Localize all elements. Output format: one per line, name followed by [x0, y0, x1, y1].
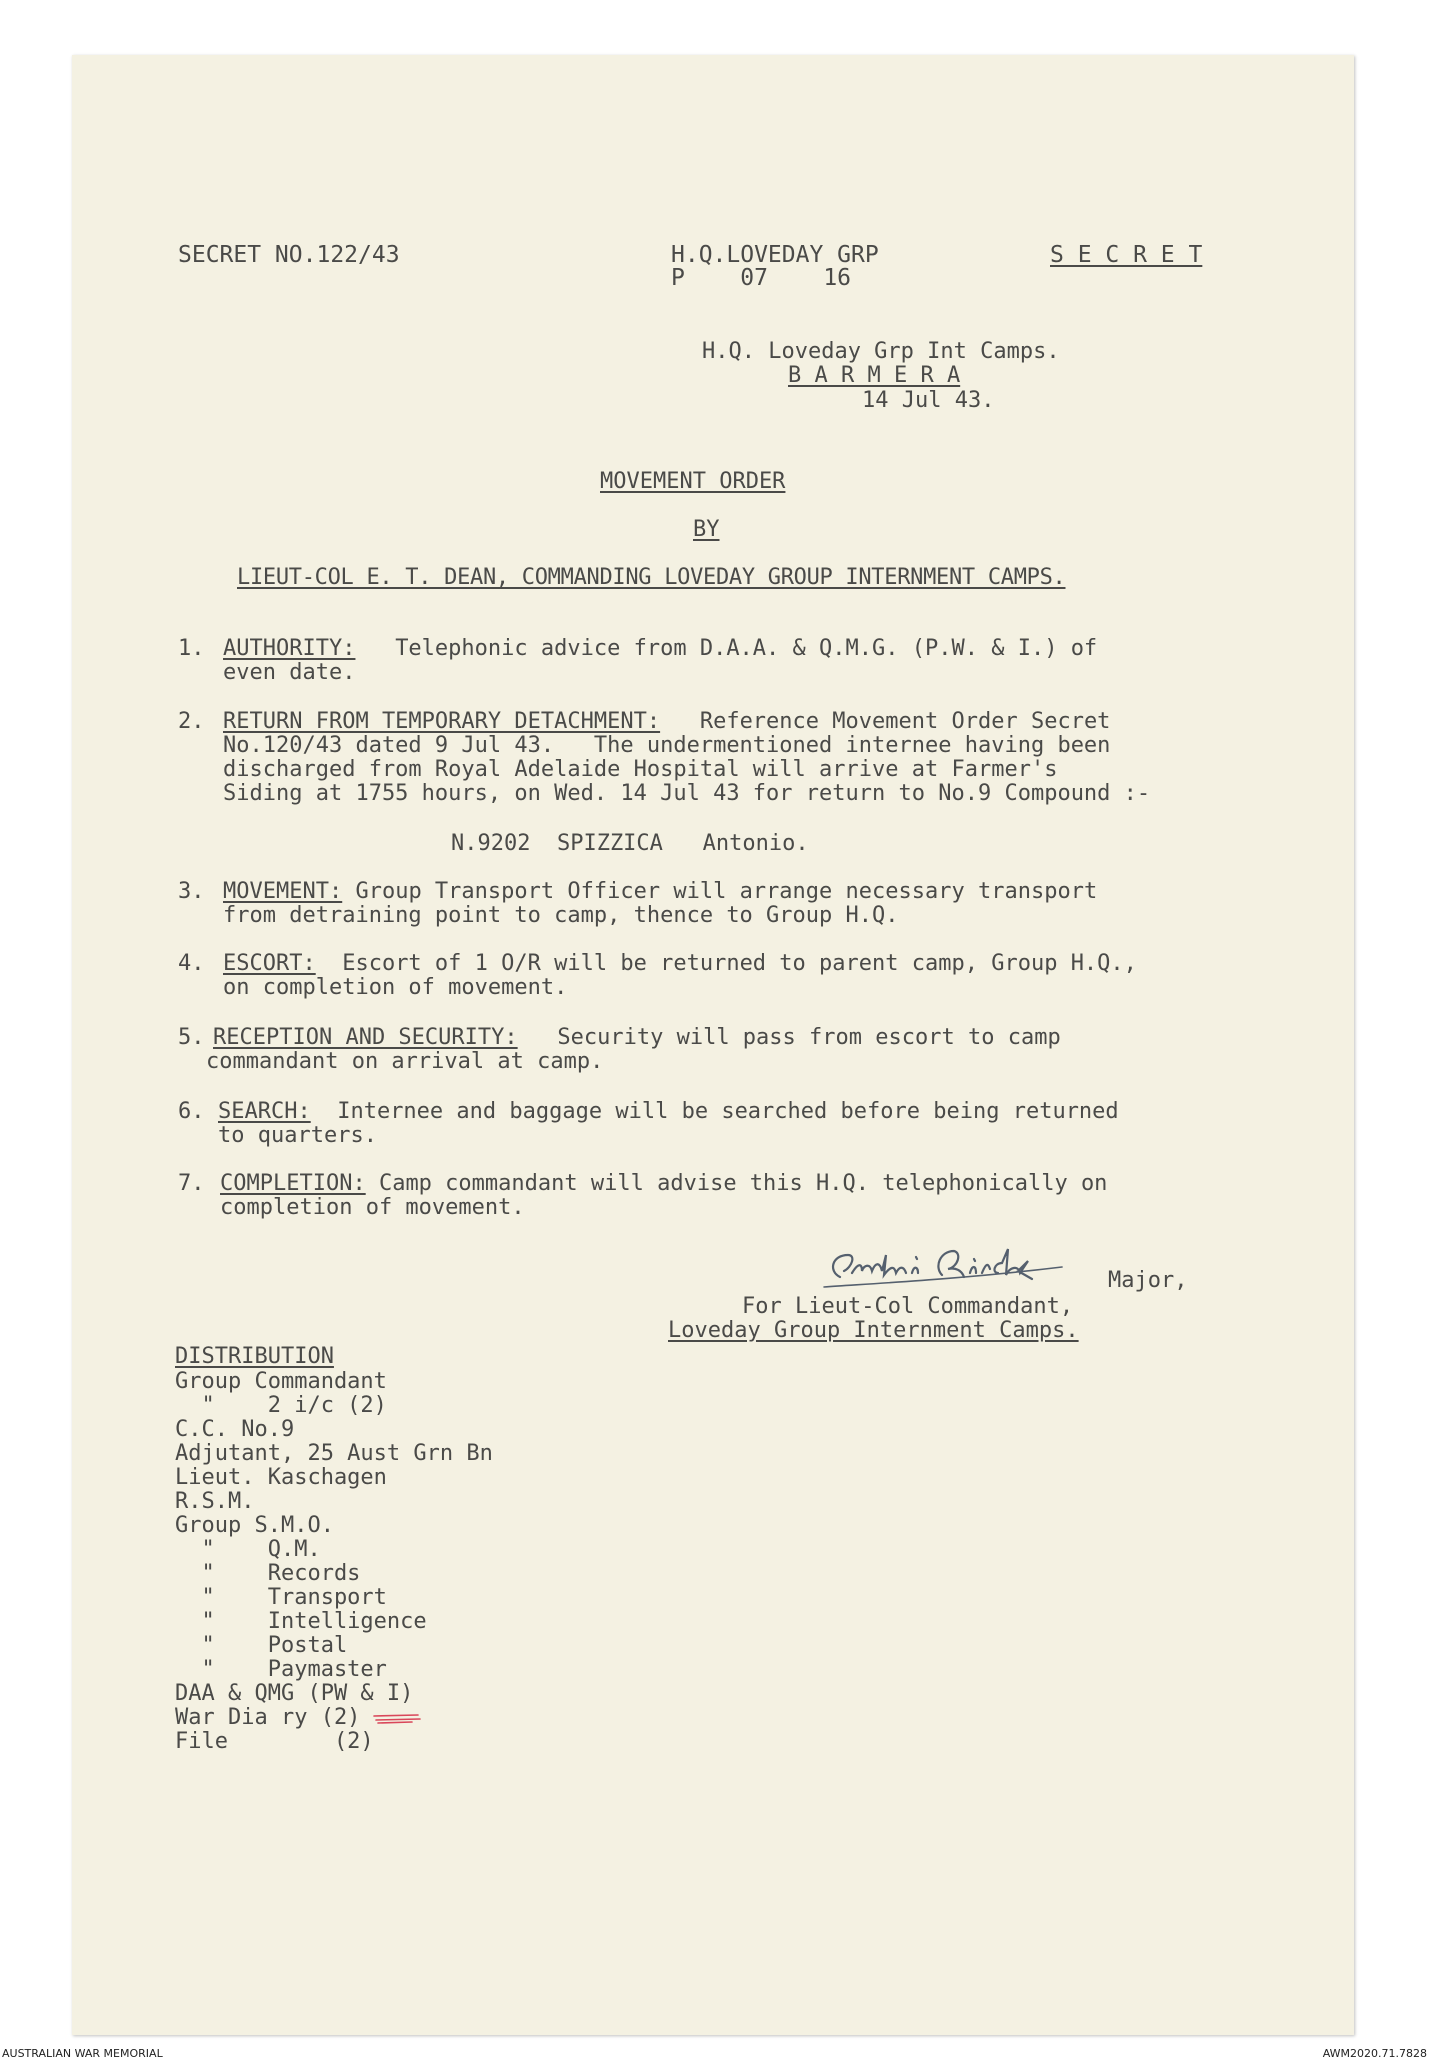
paragraph-heading: AUTHORITY: — [223, 636, 356, 661]
distribution-item: " 2 i/c (2) — [175, 1393, 387, 1418]
paragraph-text: Internee and baggage will be searched before being returned — [310, 1099, 1119, 1124]
paragraph-text: No.120/43 dated 9 Jul 43. The undermentioned internee having been — [223, 733, 1111, 758]
title-by: BY — [693, 517, 720, 542]
paragraph-text: commandant on arrival at camp. — [206, 1049, 604, 1074]
paragraph-text: Camp commandant will advise this H.Q. telephonically on — [365, 1171, 1108, 1196]
distribution-item: Group Commandant — [175, 1369, 387, 1394]
paragraph-heading: MOVEMENT: — [223, 879, 343, 904]
reference-number: SECRET NO.122/43 — [178, 242, 400, 268]
paragraph-text: Reference Movement Order Secret — [660, 709, 1111, 734]
distribution-item: " Postal — [175, 1633, 348, 1658]
paragraph-heading: ESCORT: — [223, 951, 316, 976]
distribution-item: Lieut. Kaschagen — [175, 1465, 387, 1490]
paragraph-heading: RETURN FROM TEMPORARY DETACHMENT: — [223, 709, 661, 734]
paragraph-text: Siding at 1755 hours, on Wed. 14 Jul 43 for return to No.9 Compound :- — [223, 781, 1151, 806]
paragraph-text: on completion of movement. — [223, 975, 568, 1000]
distribution-item: " Transport — [175, 1585, 387, 1610]
distribution-item: " Q.M. — [175, 1537, 321, 1562]
handwritten-signature — [822, 1237, 1107, 1293]
distribution-item: R.S.M. — [175, 1489, 255, 1514]
classification-mark: S E C R E T — [1050, 242, 1203, 268]
distribution-item: " Records — [175, 1561, 361, 1586]
paragraph-text: Security will pass from escort to camp — [517, 1025, 1061, 1050]
hq-stamp-line1: H.Q.LOVEDAY GRP — [671, 242, 879, 268]
paragraph-heading: COMPLETION: — [220, 1171, 366, 1196]
paragraph-text: completion of movement. — [220, 1195, 525, 1220]
paragraph-number: 7. — [178, 1171, 205, 1196]
paragraph-heading: SEARCH: — [218, 1099, 311, 1124]
paragraph-number: 5. — [178, 1025, 205, 1050]
paragraph-text: discharged from Royal Adelaide Hospital will arrive at Farmer's — [223, 757, 1058, 782]
paragraph-number: 2. — [178, 709, 205, 734]
distribution-item: Adjutant, 25 Aust Grn Bn — [175, 1441, 493, 1466]
address-line1: H.Q. Loveday Grp Int Camps. — [702, 339, 1060, 364]
red-pencil-mark — [372, 1712, 422, 1726]
hq-stamp-line2: P 07 16 — [671, 265, 852, 291]
signatory-rank: Major, — [1108, 1268, 1188, 1293]
distribution-item: War Dia ry (2) — [175, 1705, 361, 1730]
distribution-item: " Paymaster — [175, 1657, 387, 1682]
signatory-line2: Loveday Group Internment Camps. — [668, 1318, 1079, 1343]
paragraph-number: 6. — [178, 1099, 205, 1124]
footer-institution: AUSTRALIAN WAR MEMORIAL — [2, 2047, 163, 2060]
distribution-item: DAA & QMG (PW & I) — [175, 1681, 414, 1706]
distribution-item: File (2) — [175, 1729, 374, 1754]
paragraph-heading: RECEPTION AND SECURITY: — [213, 1025, 518, 1050]
distribution-heading: DISTRIBUTION — [175, 1344, 334, 1369]
paragraph-number: 4. — [178, 951, 205, 976]
paragraph-text: Group Transport Officer will arrange necessary transport — [342, 879, 1098, 904]
title-movement-order: MOVEMENT ORDER — [600, 469, 786, 494]
paragraph-text: from detraining point to camp, thence to Group H.Q. — [223, 903, 899, 928]
paragraph-number: 3. — [178, 879, 205, 904]
distribution-item: C.C. No.9 — [175, 1417, 295, 1442]
title-commanding: LIEUT-COL E. T. DEAN, COMMANDING LOVEDAY GROUP INTERNMENT CAMPS. — [237, 565, 1066, 590]
paragraph-text: Telephonic advice from D.A.A. & Q.M.G. (P.W. & I.) of — [355, 636, 1098, 661]
address-line2: B A R M E R A — [788, 363, 961, 388]
footer-accession-number: AWM2020.71.7828 — [1322, 2047, 1427, 2060]
address-date: 14 Jul 43. — [862, 388, 995, 413]
paragraph-text: even date. — [223, 660, 356, 685]
paragraph-text: Escort of 1 O/R will be returned to parent camp, Group H.Q., — [315, 951, 1137, 976]
paragraph-number: 1. — [178, 636, 205, 661]
internee-line: N.9202 SPIZZICA Antonio. — [451, 831, 809, 856]
distribution-item: " Intelligence — [175, 1609, 427, 1634]
signatory-line1: For Lieut-Col Commandant, — [742, 1294, 1074, 1319]
paragraph-text: to quarters. — [218, 1123, 377, 1148]
distribution-item: Group S.M.O. — [175, 1513, 334, 1538]
